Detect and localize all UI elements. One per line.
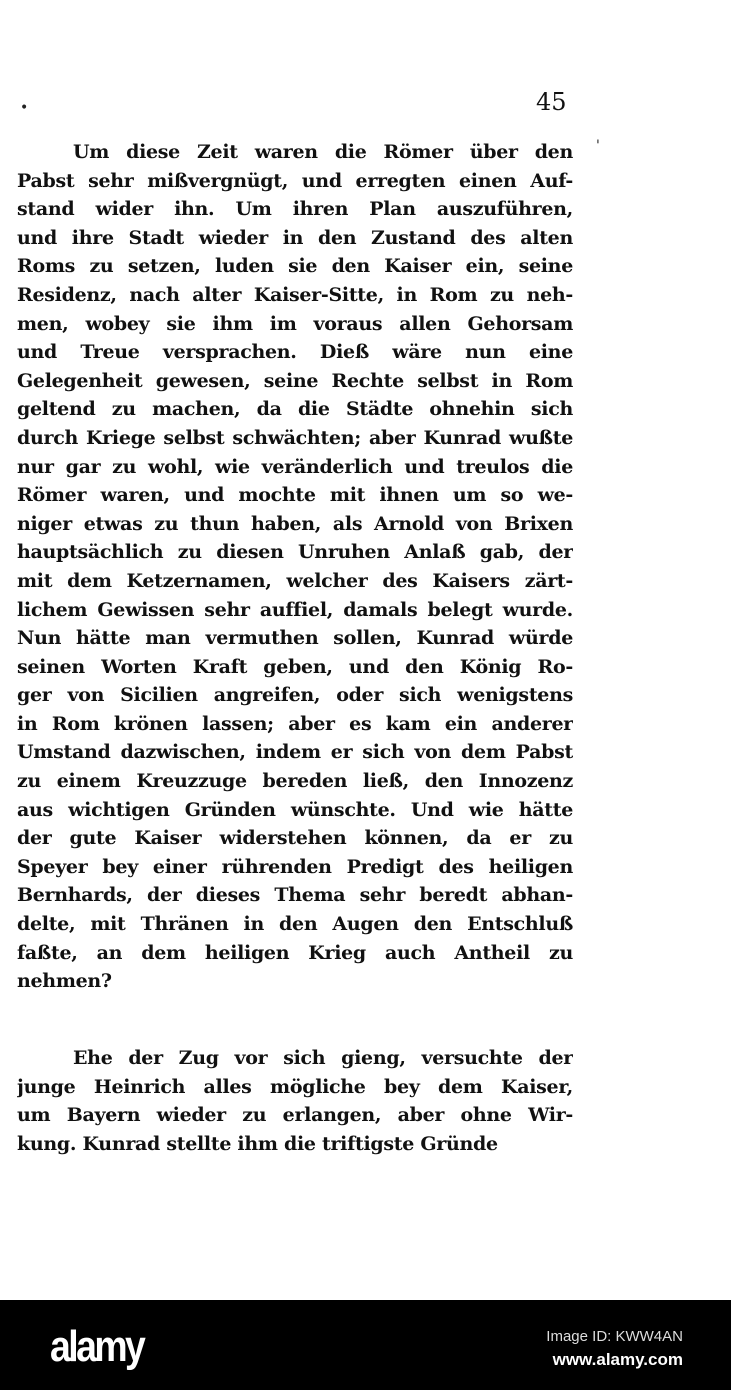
paragraph-2 [17, 1044, 573, 1158]
text-line: nur gar zu wohl, wie veränderlich und treulos die [17, 455, 573, 478]
text-line: Um diese Zeit waren die Römer über den [73, 141, 573, 163]
text-line: nehmen? [17, 970, 112, 993]
text-line: Bernhards, der dieses Thema sehr beredt abhan- [17, 884, 573, 907]
text-line: mit dem Ketzernamen, welcher des Kaisers zärt- [17, 569, 573, 592]
text-line: kung. Kunrad stellte ihm die triftigste Gründe [17, 1132, 498, 1155]
text-line: Nun hätte man vermuthen sollen, Kunrad würde [17, 627, 573, 650]
text-line: durch Kriege selbst schwächten; aber Kunrad wußte [17, 426, 573, 449]
text-line: Römer waren, und mochte mit ihnen um so we- [17, 484, 573, 507]
alamy-logo: alamy [50, 1322, 144, 1371]
text-line: geltend zu machen, da die Städte ohnehin sich [17, 398, 573, 421]
text-line: und Treue versprachen. Dieß wäre nun eine [17, 341, 573, 364]
text-line: hauptsächlich zu diesen Unruhen Anlaß gab, der [17, 541, 573, 564]
text-line: junge Heinrich alles mögliche bey dem Kaiser, [17, 1075, 573, 1098]
image-id: Image ID: KWW4AN [546, 1328, 683, 1345]
paragraph-1 [17, 138, 573, 996]
text-line: der gute Kaiser widerstehen können, da er zu [17, 827, 573, 850]
scan-speck: • [20, 100, 29, 116]
scan-speck: ' [596, 138, 600, 154]
text-line: delte, mit Thränen in den Augen den Entschluß [17, 913, 573, 936]
page-number: 45 [536, 88, 567, 116]
text-line: ger von Sicilien angreifen, oder sich wenigstens [17, 684, 573, 707]
text-line: Gelegenheit gewesen, seine Rechte selbst in Rom [17, 369, 573, 392]
text-line: und ihre Stadt wieder in den Zustand des alten [17, 226, 573, 249]
text-line: Roms zu setzen, luden sie den Kaiser ein, seine [17, 255, 573, 278]
text-line: zu einem Kreuzzuge bereden ließ, den Innozenz [17, 770, 573, 793]
text-line: in Rom krönen lassen; aber es kam ein anderer [17, 712, 573, 735]
text-line: Residenz, nach alter Kaiser-Sitte, in Rom zu neh- [17, 283, 573, 306]
text-line: Ehe der Zug vor sich gieng, versuchte der [73, 1047, 573, 1069]
text-line: seinen Worten Kraft geben, und den König Ro- [17, 655, 573, 678]
website-link: www.alamy.com [552, 1350, 683, 1369]
text-line: Pabst sehr mißvergnügt, und erregten einen Auf- [17, 169, 573, 192]
text-line: aus wichtigen Gründen wünschte. Und wie hätte [17, 798, 573, 821]
text-line: stand wider ihn. Um ihren Plan auszuführen, [17, 198, 573, 221]
text-line: niger etwas zu thun haben, als Arnold von Brixen [17, 512, 573, 535]
watermark-bar [0, 1300, 731, 1390]
text-line: Umstand dazwischen, indem er sich von dem Pabst [17, 741, 573, 764]
text-line: men, wobey sie ihm im voraus allen Gehorsam [17, 312, 573, 335]
text-line: Speyer bey einer rührenden Predigt des heiligen [17, 855, 573, 878]
text-line: um Bayern wieder zu erlangen, aber ohne Wir- [17, 1104, 573, 1127]
text-line: faßte, an dem heiligen Krieg auch Antheil zu [17, 941, 573, 964]
text-line: lichem Gewissen sehr auffiel, damals belegt wurde. [17, 598, 573, 621]
